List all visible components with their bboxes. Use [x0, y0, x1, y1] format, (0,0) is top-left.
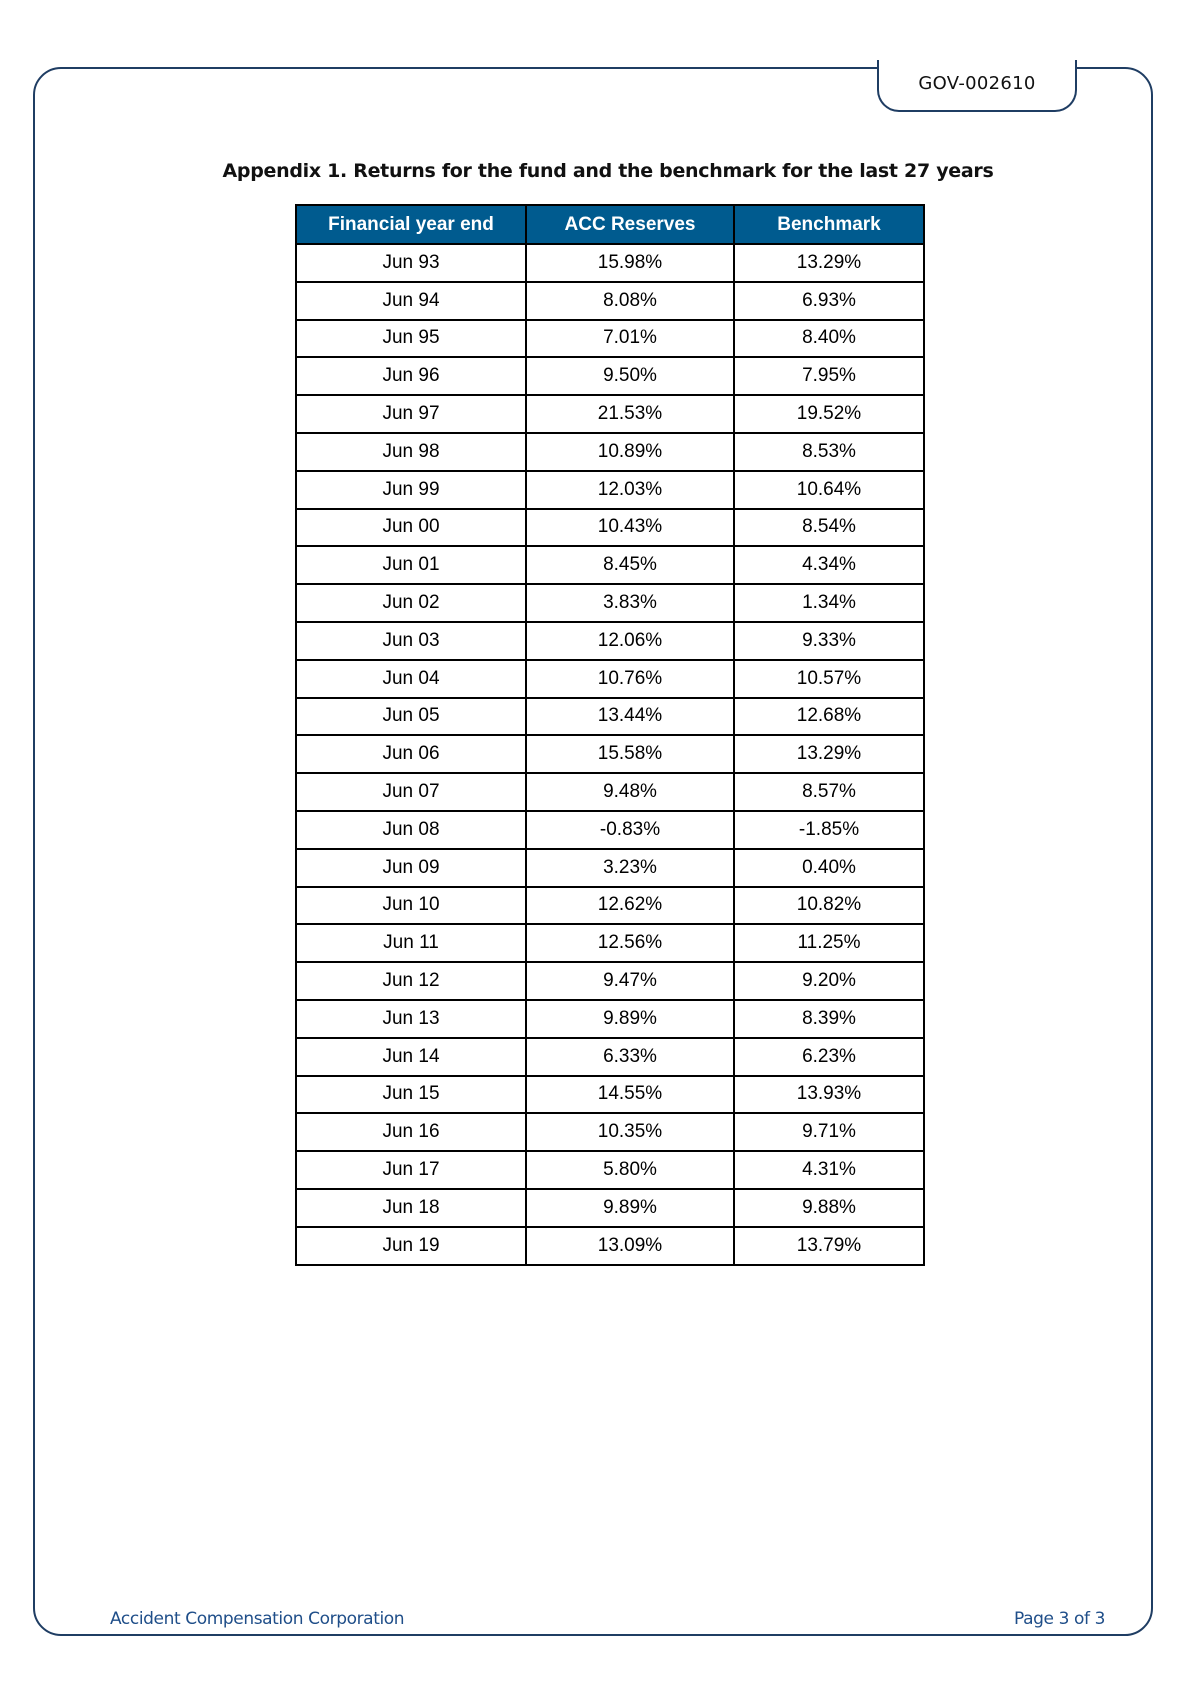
cell-benchmark: 9.71%	[734, 1113, 924, 1151]
cell-year: Jun 96	[296, 357, 526, 395]
cell-acc-reserves: 9.50%	[526, 357, 734, 395]
cell-benchmark: 9.88%	[734, 1189, 924, 1227]
cell-acc-reserves: 12.06%	[526, 622, 734, 660]
cell-benchmark: 8.54%	[734, 509, 924, 547]
cell-year: Jun 14	[296, 1038, 526, 1076]
table-row	[296, 320, 924, 358]
cell-benchmark: -1.85%	[734, 811, 924, 849]
cell-acc-reserves: 3.23%	[526, 849, 734, 887]
appendix-title: Appendix 1. Returns for the fund and the benchmark for the last 27 years	[222, 160, 994, 182]
cell-acc-reserves: 21.53%	[526, 395, 734, 433]
cell-year: Jun 16	[296, 1113, 526, 1151]
cell-year: Jun 10	[296, 887, 526, 925]
cell-year: Jun 09	[296, 849, 526, 887]
cell-year: Jun 99	[296, 471, 526, 509]
cell-acc-reserves: 8.08%	[526, 282, 734, 320]
cell-acc-reserves: 15.98%	[526, 244, 734, 282]
table-row	[296, 811, 924, 849]
cell-benchmark: 19.52%	[734, 395, 924, 433]
cell-acc-reserves: 15.58%	[526, 735, 734, 773]
cell-acc-reserves: 13.44%	[526, 698, 734, 736]
table-row	[296, 735, 924, 773]
cell-year: Jun 06	[296, 735, 526, 773]
table-row	[296, 660, 924, 698]
cell-benchmark: 10.82%	[734, 887, 924, 925]
cell-benchmark: 6.93%	[734, 282, 924, 320]
cell-year: Jun 07	[296, 773, 526, 811]
header-financial-year-end: Financial year end	[296, 205, 526, 244]
cell-year: Jun 17	[296, 1151, 526, 1189]
cell-benchmark: 7.95%	[734, 357, 924, 395]
table-row	[296, 357, 924, 395]
cell-benchmark: 12.68%	[734, 698, 924, 736]
table-row	[296, 1189, 924, 1227]
table-row	[296, 244, 924, 282]
table-row	[296, 1113, 924, 1151]
cell-year: Jun 97	[296, 395, 526, 433]
table-row	[296, 282, 924, 320]
header-benchmark: Benchmark	[734, 205, 924, 244]
cell-acc-reserves: 9.48%	[526, 773, 734, 811]
cell-benchmark: 8.39%	[734, 1000, 924, 1038]
cell-year: Jun 01	[296, 546, 526, 584]
document-id: GOV-002610	[918, 73, 1036, 94]
cell-year: Jun 95	[296, 320, 526, 358]
returns-table	[295, 204, 925, 1266]
table-row	[296, 962, 924, 1000]
cell-year: Jun 12	[296, 962, 526, 1000]
cell-benchmark: 9.20%	[734, 962, 924, 1000]
cell-year: Jun 13	[296, 1000, 526, 1038]
cell-benchmark: 10.57%	[734, 660, 924, 698]
cell-acc-reserves: 12.03%	[526, 471, 734, 509]
cell-year: Jun 18	[296, 1189, 526, 1227]
cell-acc-reserves: 14.55%	[526, 1076, 734, 1114]
cell-acc-reserves: 10.35%	[526, 1113, 734, 1151]
cell-acc-reserves: 10.89%	[526, 433, 734, 471]
cell-acc-reserves: 9.89%	[526, 1189, 734, 1227]
cell-benchmark: 13.29%	[734, 735, 924, 773]
cell-benchmark: 9.33%	[734, 622, 924, 660]
table-header-row	[296, 205, 924, 244]
table-row	[296, 849, 924, 887]
cell-acc-reserves: 12.56%	[526, 924, 734, 962]
footer-organisation: Accident Compensation Corporation	[110, 1609, 405, 1629]
cell-benchmark: 0.40%	[734, 849, 924, 887]
header-acc-reserves: ACC Reserves	[526, 205, 734, 244]
table-row	[296, 584, 924, 622]
cell-acc-reserves: 8.45%	[526, 546, 734, 584]
cell-acc-reserves: 13.09%	[526, 1227, 734, 1265]
table-row	[296, 924, 924, 962]
cell-benchmark: 4.31%	[734, 1151, 924, 1189]
table-row	[296, 1227, 924, 1265]
cell-benchmark: 1.34%	[734, 584, 924, 622]
cell-benchmark: 8.57%	[734, 773, 924, 811]
table-row	[296, 546, 924, 584]
table-row	[296, 773, 924, 811]
cell-acc-reserves: -0.83%	[526, 811, 734, 849]
cell-year: Jun 00	[296, 509, 526, 547]
footer-page-number: Page 3 of 3	[1014, 1609, 1105, 1629]
table-row	[296, 433, 924, 471]
cell-acc-reserves: 7.01%	[526, 320, 734, 358]
cell-benchmark: 8.53%	[734, 433, 924, 471]
cell-year: Jun 93	[296, 244, 526, 282]
cell-benchmark: 13.93%	[734, 1076, 924, 1114]
cell-year: Jun 08	[296, 811, 526, 849]
cell-benchmark: 6.23%	[734, 1038, 924, 1076]
table-row	[296, 887, 924, 925]
cell-benchmark: 8.40%	[734, 320, 924, 358]
table-row	[296, 1000, 924, 1038]
cell-acc-reserves: 5.80%	[526, 1151, 734, 1189]
table-row	[296, 1151, 924, 1189]
cell-benchmark: 13.79%	[734, 1227, 924, 1265]
cell-benchmark: 13.29%	[734, 244, 924, 282]
cell-year: Jun 94	[296, 282, 526, 320]
document-id-tab	[877, 60, 1077, 112]
cell-benchmark: 10.64%	[734, 471, 924, 509]
cell-year: Jun 02	[296, 584, 526, 622]
cell-year: Jun 05	[296, 698, 526, 736]
cell-acc-reserves: 9.47%	[526, 962, 734, 1000]
cell-year: Jun 03	[296, 622, 526, 660]
cell-year: Jun 04	[296, 660, 526, 698]
cell-year: Jun 11	[296, 924, 526, 962]
table-row	[296, 1076, 924, 1114]
cell-acc-reserves: 10.43%	[526, 509, 734, 547]
table-row	[296, 622, 924, 660]
table-row	[296, 395, 924, 433]
cell-benchmark: 11.25%	[734, 924, 924, 962]
table-row	[296, 1038, 924, 1076]
cell-acc-reserves: 9.89%	[526, 1000, 734, 1038]
cell-year: Jun 19	[296, 1227, 526, 1265]
cell-acc-reserves: 10.76%	[526, 660, 734, 698]
cell-acc-reserves: 12.62%	[526, 887, 734, 925]
cell-acc-reserves: 3.83%	[526, 584, 734, 622]
cell-year: Jun 98	[296, 433, 526, 471]
table-row	[296, 471, 924, 509]
table-row	[296, 698, 924, 736]
table-row	[296, 509, 924, 547]
cell-benchmark: 4.34%	[734, 546, 924, 584]
cell-acc-reserves: 6.33%	[526, 1038, 734, 1076]
cell-year: Jun 15	[296, 1076, 526, 1114]
